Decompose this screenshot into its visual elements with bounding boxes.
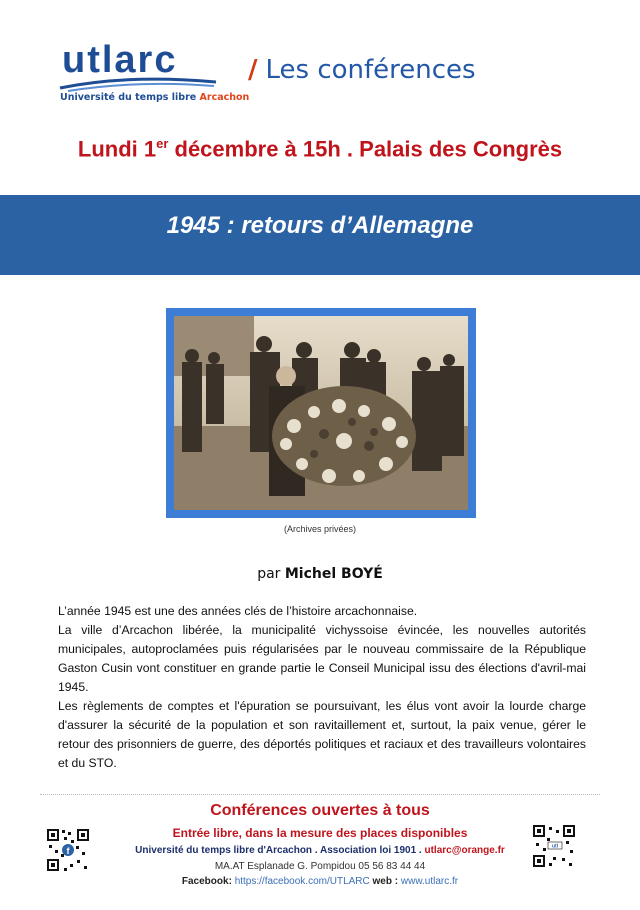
logo-sub-accent: Arcachon <box>199 92 250 103</box>
facebook-label: Facebook: <box>181 876 235 887</box>
description-paragraph: L’année 1945 est une des années clés de l’histoire arcachonnaise. <box>58 604 418 618</box>
footer-divider <box>40 794 600 795</box>
series-label: Les conférences <box>265 55 476 85</box>
photo-frame <box>166 308 476 518</box>
series-slash: / <box>248 55 258 85</box>
archive-photo <box>174 316 468 510</box>
email-link[interactable]: utlarc@orange.fr <box>424 845 505 856</box>
logo-wordmark: utlarc <box>62 39 178 81</box>
footer-title: Conférences ouvertes à tous <box>210 802 430 819</box>
lecture-title: 1945 : retours d’Allemagne <box>166 212 474 239</box>
web-label: web : <box>369 876 401 887</box>
svg-text:f: f <box>66 846 70 856</box>
facebook-link[interactable]: https://facebook.com/UTLARC <box>234 876 370 887</box>
author-line <box>0 566 640 582</box>
event-date-venue <box>0 136 640 162</box>
footer-association <box>0 845 640 856</box>
description-paragraph: Les règlements de comptes et l'épuration se poursuivant, les élus vont avoir la lourde charge d'assurer la sécurité de la population et son ravitaillement et, surtout, la paix venue, gérer le retour des prisonniers de guerre, des déportés politiques et raciaux et des travailleurs volontaires et du STO. <box>58 699 586 770</box>
logo-sub-main: Université du temps libre <box>60 92 200 103</box>
website-link[interactable]: www.utlarc.fr <box>400 876 459 887</box>
footer-subtitle: Entrée libre, dans la mesure des places disponibles <box>172 826 468 840</box>
author-prefix: par <box>257 566 285 582</box>
series-heading <box>248 55 476 85</box>
lecture-description <box>58 602 586 773</box>
utlarc-logo <box>58 39 250 110</box>
event-date-post: décembre à 15h . Palais des Congrès <box>168 136 563 162</box>
footer-address: MA.AT Esplanade G. Pompidou 05 56 83 44 44 <box>214 861 426 872</box>
photo-caption: (Archives privées) <box>283 524 357 534</box>
event-date-sup: er <box>156 136 169 151</box>
association-text: Université du temps libre d'Arcachon . Association loi 1901 . <box>135 845 425 856</box>
description-paragraph: La ville d’Arcachon libérée, la municipalité vichyssoise évincée, les nouvelles autorités municipales, autoproclamées puis régularisées par le nouveau commissaire de la République Gaston Cusin vont constituer en grande partie le Conseil Municipal issu des élections d'avril-mai 1945. <box>58 623 586 694</box>
archive-photo-illustration <box>174 316 468 510</box>
logo-subtitle <box>60 92 249 103</box>
footer-links <box>0 876 640 887</box>
author-name: Michel BOYÉ <box>284 566 383 582</box>
svg-text:utl: utl <box>551 843 559 850</box>
event-date-pre: Lundi 1 <box>77 136 157 162</box>
